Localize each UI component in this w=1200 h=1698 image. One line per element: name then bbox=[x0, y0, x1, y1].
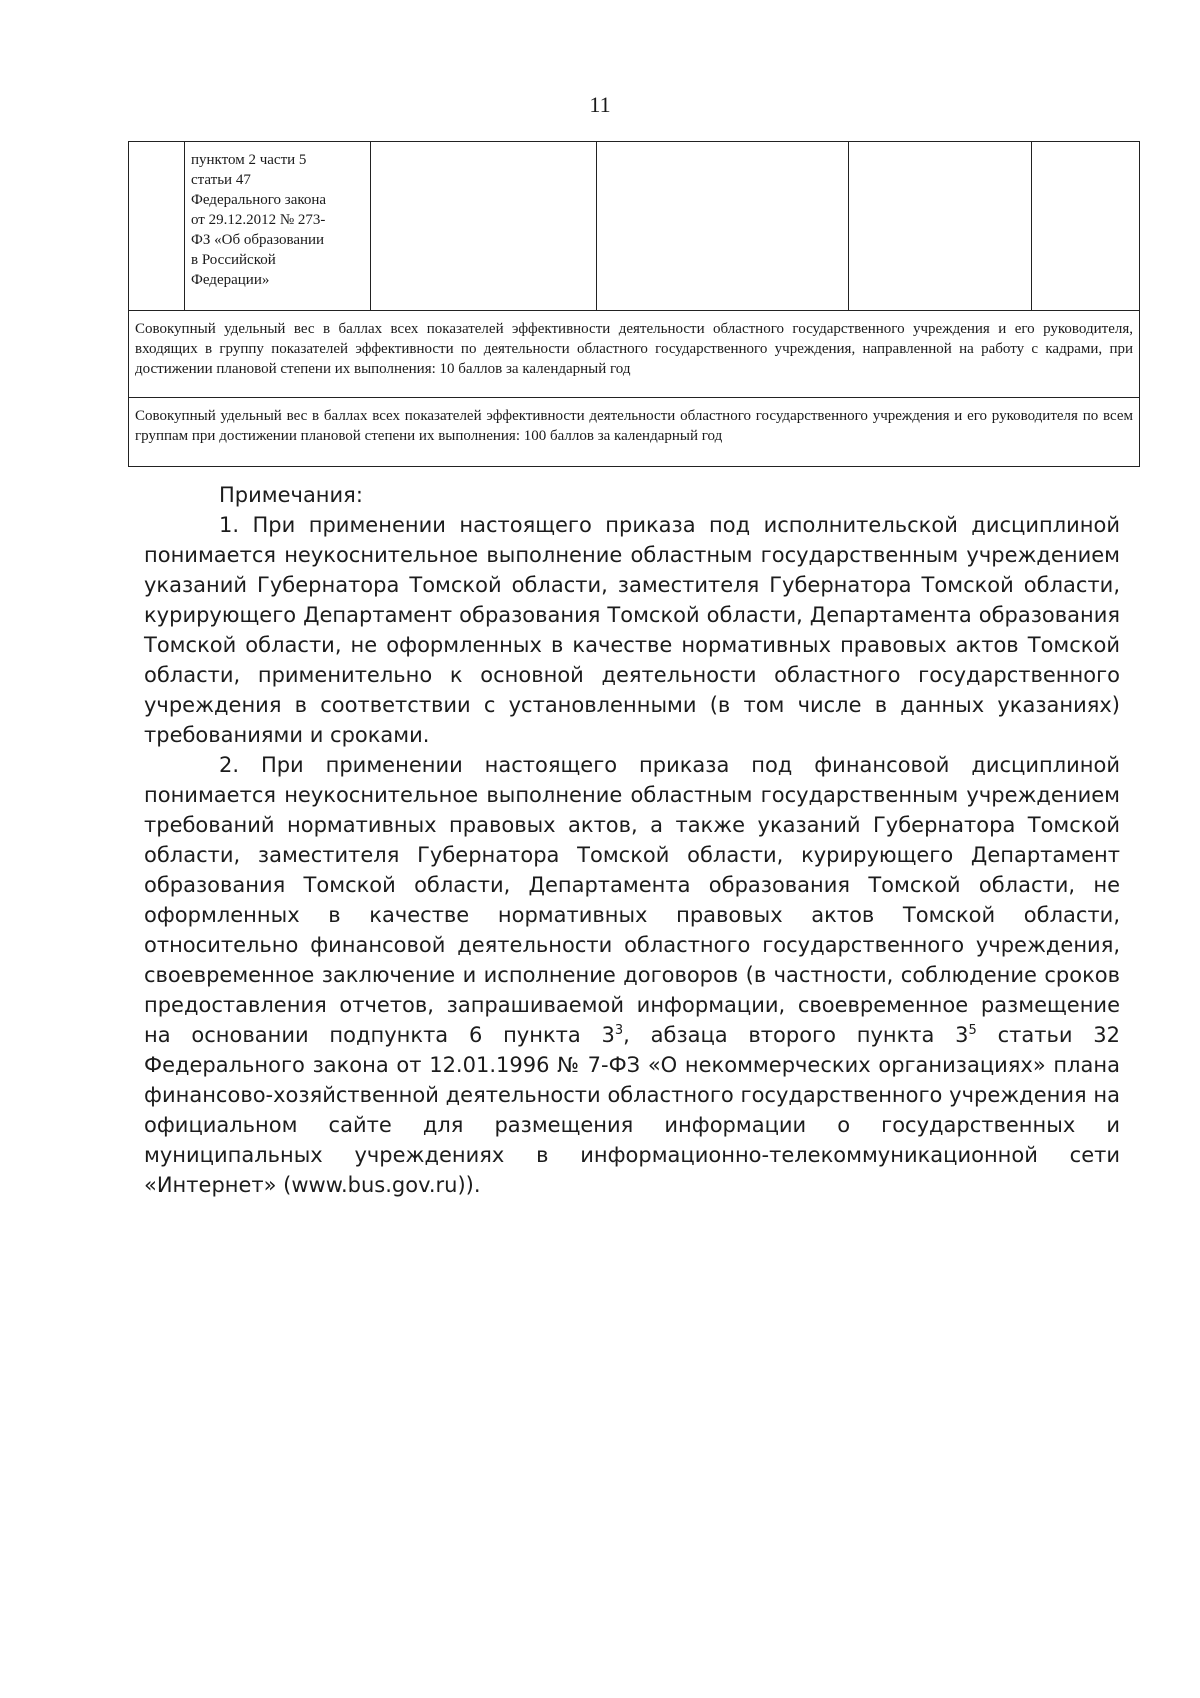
cell-line: пунктом 2 части 5 bbox=[191, 152, 307, 168]
cell-line: статьи 47 bbox=[191, 172, 251, 188]
table-cell-empty bbox=[849, 142, 1032, 311]
cell-line: Федерального закона bbox=[191, 192, 327, 208]
summary-cell-total: Совокупный удельный вес в баллах всех показателей эффективности деятельности областного государственного учреждения и его руководителя по всем группам при достижении плановой степени их выполнения: 100 баллов за календарный год bbox=[129, 398, 1140, 467]
note-text: 2. При применении настоящего приказа под финансовой дисциплиной понимается неукоснительное выполнение областным государственным учреждением требований нормативных правовых актов, а также указаний Губернатора Томской области, заместителя Губернатора Томской области, курирующего Департамент образования Томской области, Департамента образования Томской области, не оформленных в качестве нормативных правовых актов Томской области, относительно финансовой деятельности областного государственного учреждения, своевременное заключение и исполнение договоров (в частности, соблюдение сроков предоставления отчетов, запрашиваемой информации, своевременное размещение на основании подпункта 6 пункта 3 bbox=[144, 753, 1120, 1047]
note-financial-discipline bbox=[144, 750, 1120, 1200]
cell-line: ФЗ «Об образовании bbox=[191, 232, 325, 248]
notes-title: Примечания: bbox=[219, 483, 363, 507]
note-text: статьи 32 Федерального закона от 12.01.1996 № 7-ФЗ «О некоммерческих организациях» плана финансово-хозяйственной деятельности областного государственного учреждения на официальном сайте для размещения информации о государственных и муниципальных учреждениях в информационно-телекоммуникационной сети «Интернет» (www.bus.gov.ru)). bbox=[144, 1023, 1120, 1197]
superscript: 3 bbox=[614, 1023, 624, 1038]
notes-section bbox=[144, 480, 1120, 1200]
cell-line: от 29.12.2012 № 273- bbox=[191, 212, 326, 228]
table-cell-empty bbox=[1032, 142, 1140, 311]
cell-line: Федерации» bbox=[191, 272, 270, 288]
table-row-summary bbox=[129, 398, 1140, 467]
note-executive-discipline: 1. При применении настоящего приказа под исполнительской дисциплиной понимается неукоснительное выполнение областным государственным учреждением указаний Губернатора Томской области, заместителя Губернатора Томской области, курирующего Департамент образования Томской области, Департамента образования Томской области, не оформленных в качестве нормативных правовых актов Томской области, применительно к основной деятельности областного государственного учреждения в соответствии с установленными (в том числе в данных указаниях) требованиями и сроками. bbox=[144, 513, 1120, 747]
table-cell-indicator bbox=[185, 142, 371, 311]
table-row-summary bbox=[129, 311, 1140, 398]
cell-line: в Российской bbox=[191, 252, 276, 268]
table-cell-empty bbox=[597, 142, 849, 311]
indicators-table bbox=[128, 141, 1140, 467]
table-cell-empty bbox=[371, 142, 597, 311]
superscript: 5 bbox=[968, 1023, 977, 1038]
table-cell-number bbox=[129, 142, 185, 311]
summary-cell-hr: Совокупный удельный вес в баллах всех показателей эффективности деятельности областного государственного учреждения и его руководителя, входящих в группу показателей эффективности по деятельности областного государственного учреждения, направленной на работу с кадрами, при достижении плановой степени их выполнения: 10 баллов за календарный год bbox=[129, 311, 1140, 398]
page-number: 11 bbox=[589, 92, 611, 117]
table-row bbox=[129, 142, 1140, 311]
note-text: , абзаца второго пункта 3 bbox=[623, 1023, 969, 1047]
